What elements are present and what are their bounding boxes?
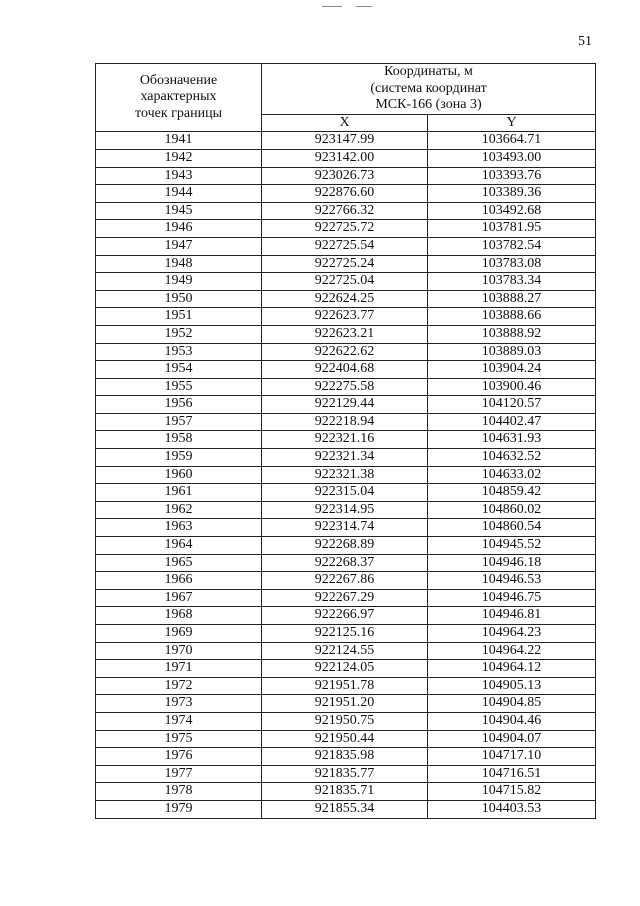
table-row xyxy=(96,220,596,238)
point-id-cell: 1973 xyxy=(96,695,262,713)
x-coordinate-cell: 922267.29 xyxy=(262,589,428,607)
point-id-cell: 1954 xyxy=(96,361,262,379)
y-coordinate-cell: 103888.27 xyxy=(428,290,596,308)
y-coordinate-cell: 104964.22 xyxy=(428,642,596,660)
table-row xyxy=(96,677,596,695)
y-coordinate-cell: 103492.68 xyxy=(428,202,596,220)
x-coordinate-cell: 922314.74 xyxy=(262,519,428,537)
x-coordinate-cell: 922876.60 xyxy=(262,185,428,203)
y-coordinate-cell: 104860.54 xyxy=(428,519,596,537)
y-coordinate-cell: 104120.57 xyxy=(428,396,596,414)
page-number: 51 xyxy=(578,34,592,49)
table-row xyxy=(96,431,596,449)
x-coordinate-cell: 922725.72 xyxy=(262,220,428,238)
table-row xyxy=(96,308,596,326)
point-id-cell: 1968 xyxy=(96,607,262,625)
x-coordinate-cell: 922218.94 xyxy=(262,413,428,431)
table-row xyxy=(96,290,596,308)
x-coordinate-cell: 922266.97 xyxy=(262,607,428,625)
table-row xyxy=(96,149,596,167)
x-coordinate-cell: 922129.44 xyxy=(262,396,428,414)
header-designation-line: Обозначение xyxy=(139,72,218,88)
y-coordinate-cell: 103900.46 xyxy=(428,378,596,396)
point-id-cell: 1949 xyxy=(96,273,262,291)
table-row xyxy=(96,132,596,150)
y-coordinate-cell: 103888.92 xyxy=(428,325,596,343)
x-coordinate-cell: 922623.21 xyxy=(262,325,428,343)
x-coordinate-cell: 922321.16 xyxy=(262,431,428,449)
table-row xyxy=(96,765,596,783)
x-coordinate-cell: 922268.89 xyxy=(262,537,428,555)
table-row xyxy=(96,237,596,255)
point-id-cell: 1958 xyxy=(96,431,262,449)
table-row xyxy=(96,642,596,660)
point-id-cell: 1942 xyxy=(96,149,262,167)
x-coordinate-cell: 923026.73 xyxy=(262,167,428,185)
point-id-cell: 1956 xyxy=(96,396,262,414)
x-coordinate-cell: 922315.04 xyxy=(262,484,428,502)
point-id-cell: 1943 xyxy=(96,167,262,185)
x-coordinate-cell: 922321.34 xyxy=(262,449,428,467)
x-coordinate-cell: 922766.32 xyxy=(262,202,428,220)
table-row xyxy=(96,537,596,555)
y-coordinate-cell: 104904.46 xyxy=(428,712,596,730)
point-id-cell: 1961 xyxy=(96,484,262,502)
x-coordinate-cell: 922623.77 xyxy=(262,308,428,326)
x-coordinate-cell: 922404.68 xyxy=(262,361,428,379)
y-coordinate-cell: 104945.52 xyxy=(428,537,596,555)
scan-artifact-left xyxy=(322,6,342,7)
table-row xyxy=(96,660,596,678)
x-coordinate-cell: 921950.44 xyxy=(262,730,428,748)
point-id-cell: 1966 xyxy=(96,572,262,590)
header-coordinates-line: (система координат xyxy=(370,80,487,96)
x-coordinate-cell: 922321.38 xyxy=(262,466,428,484)
x-coordinate-cell: 922725.04 xyxy=(262,273,428,291)
point-id-cell: 1979 xyxy=(96,800,262,818)
y-coordinate-cell: 103904.24 xyxy=(428,361,596,379)
table-row xyxy=(96,484,596,502)
table-row xyxy=(96,607,596,625)
y-coordinate-cell: 103393.76 xyxy=(428,167,596,185)
header-y: Y xyxy=(428,114,596,132)
y-coordinate-cell: 104905.13 xyxy=(428,677,596,695)
table-row xyxy=(96,413,596,431)
table-row xyxy=(96,167,596,185)
header-coordinates xyxy=(262,64,596,115)
x-coordinate-cell: 922268.37 xyxy=(262,554,428,572)
table-row xyxy=(96,695,596,713)
y-coordinate-cell: 104402.47 xyxy=(428,413,596,431)
y-coordinate-cell: 104946.18 xyxy=(428,554,596,572)
point-id-cell: 1953 xyxy=(96,343,262,361)
table-row xyxy=(96,378,596,396)
x-coordinate-cell: 921950.75 xyxy=(262,712,428,730)
y-coordinate-cell: 103783.34 xyxy=(428,273,596,291)
header-designation-line: характерных xyxy=(140,89,217,105)
point-id-cell: 1964 xyxy=(96,537,262,555)
coordinates-table xyxy=(95,63,596,819)
x-coordinate-cell: 922624.25 xyxy=(262,290,428,308)
y-coordinate-cell: 103781.95 xyxy=(428,220,596,238)
table-row xyxy=(96,625,596,643)
table-row xyxy=(96,800,596,818)
x-coordinate-cell: 921835.71 xyxy=(262,783,428,801)
header-row xyxy=(96,64,596,115)
point-id-cell: 1955 xyxy=(96,378,262,396)
table-row xyxy=(96,185,596,203)
table-row xyxy=(96,501,596,519)
table-row xyxy=(96,343,596,361)
y-coordinate-cell: 103889.03 xyxy=(428,343,596,361)
y-coordinate-cell: 103783.08 xyxy=(428,255,596,273)
header-designation xyxy=(96,64,262,132)
y-coordinate-cell: 104946.75 xyxy=(428,589,596,607)
x-coordinate-cell: 922725.54 xyxy=(262,237,428,255)
x-coordinate-cell: 921835.77 xyxy=(262,765,428,783)
table-row xyxy=(96,712,596,730)
x-coordinate-cell: 922124.55 xyxy=(262,642,428,660)
y-coordinate-cell: 104904.85 xyxy=(428,695,596,713)
point-id-cell: 1967 xyxy=(96,589,262,607)
x-coordinate-cell: 921951.20 xyxy=(262,695,428,713)
header-coordinates-line: Координаты, м xyxy=(384,64,473,79)
y-coordinate-cell: 104964.23 xyxy=(428,625,596,643)
header-designation-line: точек границы xyxy=(135,105,222,121)
point-id-cell: 1976 xyxy=(96,748,262,766)
y-coordinate-cell: 104964.12 xyxy=(428,660,596,678)
point-id-cell: 1972 xyxy=(96,677,262,695)
x-coordinate-cell: 922725.24 xyxy=(262,255,428,273)
point-id-cell: 1978 xyxy=(96,783,262,801)
y-coordinate-cell: 103389.36 xyxy=(428,185,596,203)
point-id-cell: 1960 xyxy=(96,466,262,484)
x-coordinate-cell: 923142.00 xyxy=(262,149,428,167)
point-id-cell: 1944 xyxy=(96,185,262,203)
y-coordinate-cell: 104860.02 xyxy=(428,501,596,519)
y-coordinate-cell: 104716.51 xyxy=(428,765,596,783)
header-x: X xyxy=(262,114,428,132)
y-coordinate-cell: 104946.81 xyxy=(428,607,596,625)
table-row xyxy=(96,361,596,379)
y-coordinate-cell: 104946.53 xyxy=(428,572,596,590)
point-id-cell: 1963 xyxy=(96,519,262,537)
table-body xyxy=(96,132,596,818)
y-coordinate-cell: 104715.82 xyxy=(428,783,596,801)
point-id-cell: 1948 xyxy=(96,255,262,273)
table-row xyxy=(96,730,596,748)
table-row xyxy=(96,589,596,607)
table-row xyxy=(96,783,596,801)
y-coordinate-cell: 104859.42 xyxy=(428,484,596,502)
table-row xyxy=(96,202,596,220)
x-coordinate-cell: 921951.78 xyxy=(262,677,428,695)
point-id-cell: 1941 xyxy=(96,132,262,150)
x-coordinate-cell: 922125.16 xyxy=(262,625,428,643)
point-id-cell: 1947 xyxy=(96,237,262,255)
scan-artifact-right xyxy=(356,6,372,7)
table-row xyxy=(96,554,596,572)
table-row xyxy=(96,449,596,467)
point-id-cell: 1965 xyxy=(96,554,262,572)
table-row xyxy=(96,325,596,343)
y-coordinate-cell: 104904.07 xyxy=(428,730,596,748)
y-coordinate-cell: 104717.10 xyxy=(428,748,596,766)
table-row xyxy=(96,572,596,590)
point-id-cell: 1951 xyxy=(96,308,262,326)
table-row xyxy=(96,748,596,766)
point-id-cell: 1977 xyxy=(96,765,262,783)
table-row xyxy=(96,255,596,273)
y-coordinate-cell: 103888.66 xyxy=(428,308,596,326)
y-coordinate-cell: 104633.02 xyxy=(428,466,596,484)
header-coordinates-line: МСК-166 (зона 3) xyxy=(375,97,482,113)
y-coordinate-cell: 103664.71 xyxy=(428,132,596,150)
table-row xyxy=(96,466,596,484)
point-id-cell: 1952 xyxy=(96,325,262,343)
point-id-cell: 1945 xyxy=(96,202,262,220)
point-id-cell: 1975 xyxy=(96,730,262,748)
table-row xyxy=(96,396,596,414)
point-id-cell: 1946 xyxy=(96,220,262,238)
x-coordinate-cell: 921855.34 xyxy=(262,800,428,818)
x-coordinate-cell: 921835.98 xyxy=(262,748,428,766)
y-coordinate-cell: 104632.52 xyxy=(428,449,596,467)
point-id-cell: 1962 xyxy=(96,501,262,519)
point-id-cell: 1974 xyxy=(96,712,262,730)
y-coordinate-cell: 104403.53 xyxy=(428,800,596,818)
x-coordinate-cell: 922314.95 xyxy=(262,501,428,519)
point-id-cell: 1957 xyxy=(96,413,262,431)
y-coordinate-cell: 103782.54 xyxy=(428,237,596,255)
y-coordinate-cell: 103493.00 xyxy=(428,149,596,167)
point-id-cell: 1959 xyxy=(96,449,262,467)
x-coordinate-cell: 922124.05 xyxy=(262,660,428,678)
point-id-cell: 1969 xyxy=(96,625,262,643)
x-coordinate-cell: 922622.62 xyxy=(262,343,428,361)
x-coordinate-cell: 922275.58 xyxy=(262,378,428,396)
y-coordinate-cell: 104631.93 xyxy=(428,431,596,449)
table-row xyxy=(96,273,596,291)
table-row xyxy=(96,519,596,537)
x-coordinate-cell: 923147.99 xyxy=(262,132,428,150)
point-id-cell: 1950 xyxy=(96,290,262,308)
point-id-cell: 1970 xyxy=(96,642,262,660)
x-coordinate-cell: 922267.86 xyxy=(262,572,428,590)
point-id-cell: 1971 xyxy=(96,660,262,678)
